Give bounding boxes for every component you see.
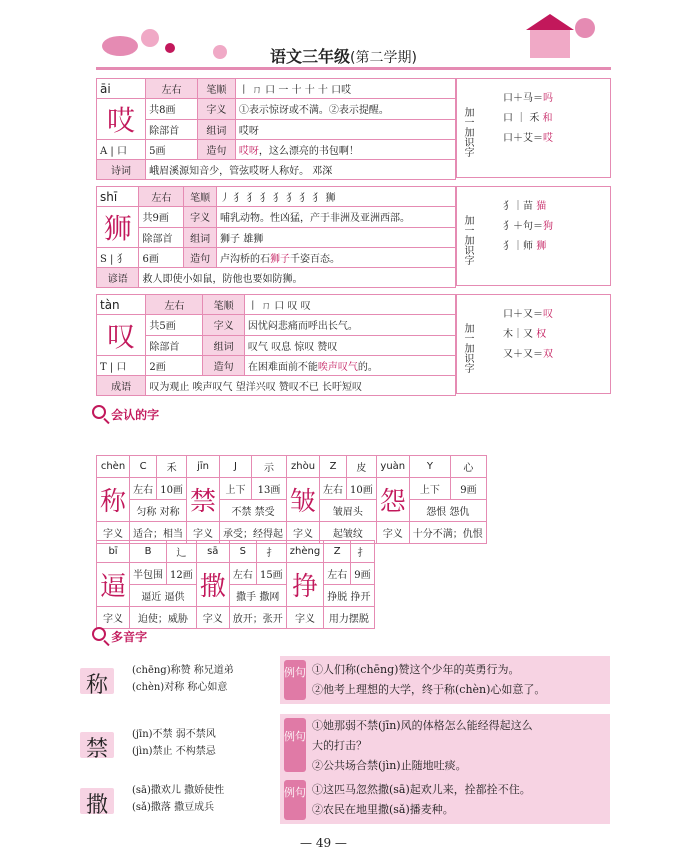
side-line: 犭｜苗 猫 <box>503 201 547 212</box>
sentence-highlight: 狮子 <box>270 254 291 265</box>
side-line: 口＋马＝吗 <box>503 93 553 104</box>
example: ②他考上理想的大学，终于称(chèn)心如意了。 <box>312 683 546 696</box>
meaning: 适合；相当 <box>130 522 187 544</box>
recognize-row-1 <box>96 455 487 544</box>
sentence-label: 造句 <box>197 140 235 160</box>
meaning: 哺乳动物。性凶猛，产于非洲及亚洲西部。 <box>217 207 456 228</box>
pinyin: bī <box>97 541 130 563</box>
side-line: 犭＋句＝狗 <box>503 221 553 232</box>
main-char: 哎 <box>97 99 146 140</box>
sentence: 千姿百态。 <box>290 254 341 265</box>
sentence: ，这么漂亮的书包啊！ <box>258 146 359 157</box>
meaning: 用力摆脱 <box>324 607 374 629</box>
pinyin: yuàn <box>376 456 409 478</box>
meaning-label: 字义 <box>376 522 409 544</box>
header-divider <box>96 67 611 70</box>
example: ①这匹马忽然撒(sā)起欢儿来，拴都拴不住。 <box>312 783 531 796</box>
structure: 左右 <box>229 563 256 585</box>
example-label: 例句 <box>284 660 306 700</box>
index-letter: C <box>130 456 157 478</box>
char: 撒 <box>196 563 229 607</box>
side-panel <box>456 186 611 286</box>
meaning: 起皱纹 <box>320 522 377 544</box>
count: 9画 <box>351 563 374 585</box>
meaning-label: 字义 <box>287 522 320 544</box>
count: 15画 <box>256 563 286 585</box>
pinyin: tàn <box>97 295 146 315</box>
subtitle-text: (第二学期) <box>350 50 417 66</box>
side-line: 口＋艾＝哎 <box>503 133 553 144</box>
sentence-highlight: 哎呀 <box>238 146 259 157</box>
radical-label: 除部首 <box>146 119 198 140</box>
index-radical: 犭 <box>116 254 127 265</box>
count: 10画 <box>347 478 377 500</box>
reading: (jīn)不禁 弱不禁风 <box>132 729 216 740</box>
extra: 救人即使小如鼠，防他也要如防狮。 <box>139 268 456 288</box>
extra: 叹为观止 唉声叹气 望洋兴叹 赞叹不已 长吁短叹 <box>146 376 456 396</box>
pinyin: chèn <box>97 456 130 478</box>
radical: 心 <box>451 456 487 478</box>
char: 称 <box>97 478 130 522</box>
radical-label: 除部首 <box>139 227 184 248</box>
words: 叹气 叹息 惊叹 赞叹 <box>244 335 455 356</box>
char-block-shi: shī 左右 笔顺 丿 犭 犭 犭 犭 犭 犭 犭 狮 狮 共9画 字义 哺乳动物。性凶猛，产于非洲及亚洲西部。 除部首 组词 狮子 雄狮 S | 犭 6画 造句 卢沟桥的石狮子千姿百态。 谚语 救人即使小如鼠，防他也要如防狮。 加一加识字 犭｜苗 猫 犭＋句＝狗 犭｜师 狮 <box>96 186 611 286</box>
char: 怨 <box>376 478 409 522</box>
page-number: — 49 — <box>300 836 347 850</box>
structure: 左右 <box>324 563 351 585</box>
sentence: 的。 <box>357 362 378 373</box>
meaning-label: 字义 <box>196 607 229 629</box>
words: 狮子 雄狮 <box>217 227 456 248</box>
words: 怨恨 怨仇 <box>409 500 486 522</box>
reading: (chēng)称赞 称兄道弟 <box>132 665 234 676</box>
reading: (sǎ)撒落 撒豆成兵 <box>132 802 215 813</box>
count: 共9画 <box>139 207 184 228</box>
pinyin: shī <box>97 187 139 207</box>
example-label: 例句 <box>284 718 306 772</box>
main-char: 狮 <box>97 207 139 248</box>
meaning-label: 字义 <box>286 607 323 629</box>
example-label: 例句 <box>284 780 306 820</box>
meaning-label: 字义 <box>203 315 245 336</box>
char: 皱 <box>287 478 320 522</box>
index-letter: Z <box>320 456 347 478</box>
radical-count: 2画 <box>146 356 203 376</box>
structure: 左右 <box>139 187 184 207</box>
radical: 辶 <box>167 541 197 563</box>
example: ②公共场合禁(jìn)止随地吐痰。 <box>312 759 467 772</box>
structure: 左右 <box>130 478 157 500</box>
words-label: 组词 <box>184 227 217 248</box>
pinyin: jīn <box>187 456 220 478</box>
meaning: ①表示惊讶或不满。②表示提醒。 <box>235 99 455 120</box>
pinyin: āi <box>97 79 146 99</box>
radical: 扌 <box>256 541 286 563</box>
extra-label: 谚语 <box>97 268 139 288</box>
side-line: 犭｜师 狮 <box>503 241 547 252</box>
magnifier-icon <box>92 627 106 641</box>
radical: 禾 <box>157 456 187 478</box>
side-line: 口＋又＝叹 <box>503 309 553 320</box>
words: 皱眉头 <box>320 500 377 522</box>
char: 逼 <box>97 563 130 607</box>
structure: 左右 <box>146 295 203 315</box>
words-label: 组词 <box>197 119 235 140</box>
title-text: 语文三年级 <box>270 47 351 66</box>
side-panel <box>456 78 611 178</box>
structure: 上下 <box>220 478 252 500</box>
section-recognize-heading <box>92 404 159 423</box>
example: ②农民在地里撒(sǎ)播麦种。 <box>312 803 454 816</box>
meaning-label: 字义 <box>187 522 220 544</box>
words: 撒手 撒网 <box>229 585 286 607</box>
stroke-label: 笔顺 <box>197 79 235 99</box>
sentence-label: 造句 <box>203 356 245 376</box>
radical: 扌 <box>351 541 374 563</box>
char: 禁 <box>187 478 220 522</box>
index-letter: T <box>100 362 107 373</box>
reading: (jìn)禁止 不构禁忌 <box>132 746 216 757</box>
strokes: 丿 犭 犭 犭 犭 犭 犭 犭 狮 <box>217 187 456 207</box>
words: 哎呀 <box>235 119 455 140</box>
side-line: 口 ｜ 禾 和 <box>503 113 553 124</box>
extra-label: 成语 <box>97 376 146 396</box>
pinyin: zhèng <box>286 541 323 563</box>
radical-count: 6画 <box>139 248 184 268</box>
count: 13画 <box>251 478 286 500</box>
structure: 左右 <box>320 478 347 500</box>
radical-count: 5画 <box>146 140 198 160</box>
poly-char: 禁 <box>80 732 114 758</box>
side-label: 加一加识字 <box>462 215 473 265</box>
strokes: 丨 ㄇ 口 一 十 十 十 口哎 <box>235 79 455 99</box>
words: 不禁 禁受 <box>220 500 287 522</box>
index-letter: B <box>130 541 167 563</box>
sentence-label: 造句 <box>184 248 217 268</box>
words: 逼近 逼供 <box>130 585 197 607</box>
index-letter: Y <box>409 456 450 478</box>
char: 挣 <box>286 563 323 607</box>
count: 10画 <box>157 478 187 500</box>
count: 共8画 <box>146 99 198 120</box>
radical-label: 除部首 <box>146 335 203 356</box>
sentence-highlight: 唉声叹气 <box>317 362 358 373</box>
meaning: 放开；张开 <box>229 607 286 629</box>
meaning: 因忧闷悲痛而呼出长气。 <box>244 315 455 336</box>
index-radical: 口 <box>116 362 127 373</box>
meaning-label: 字义 <box>97 607 130 629</box>
meaning: 迫使；威胁 <box>130 607 197 629</box>
section-title: 多音字 <box>111 630 148 644</box>
example: ①人们称(chēng)赞这个少年的英勇行为。 <box>312 663 520 676</box>
meaning-label: 字义 <box>197 99 235 120</box>
poly-item-sa <box>80 776 610 826</box>
example: ①她那弱不禁(jīn)风的体格怎么能经得起这么 <box>312 719 533 732</box>
count: 12画 <box>167 563 197 585</box>
index-letter: Z <box>324 541 351 563</box>
side-line: 又＋又＝双 <box>503 349 553 360</box>
extra: 峨眉溪源知音少，管弦哎呀人称好。 邓深 <box>146 160 456 180</box>
magnifier-icon <box>92 405 106 419</box>
index-letter: A <box>100 146 108 157</box>
sentence-pre: 在困难面前不能 <box>247 362 318 373</box>
meaning: 承受；经得起 <box>220 522 287 544</box>
stroke-label: 笔顺 <box>184 187 217 207</box>
index-letter: J <box>220 456 252 478</box>
index-letter: S <box>100 254 107 265</box>
char-block-tan: tàn 左右 笔顺 丨 ㄇ 口 叹 叹 叹 共5画 字义 因忧闷悲痛而呼出长气。 除部首 组词 叹气 叹息 惊叹 赞叹 T | 口 2画 造句 在困难面前不能唉声叹气的。 成语 叹为观止 唉声叹气 望洋兴叹 赞叹不已 长吁短叹 加一加识字 口＋又＝叹 木｜又 权 又＋又＝双 <box>96 294 611 394</box>
extra-label: 诗词 <box>97 160 146 180</box>
section-poly-heading <box>92 626 147 645</box>
side-label: 加一加识字 <box>462 323 473 373</box>
words: 匀称 对称 <box>130 500 187 522</box>
index-letter: S <box>229 541 256 563</box>
strokes: 丨 ㄇ 口 叹 叹 <box>244 295 455 315</box>
structure: 上下 <box>409 478 450 500</box>
pinyin: zhòu <box>287 456 320 478</box>
recognize-row-2 <box>96 540 375 629</box>
index-radical: 口 <box>116 146 127 157</box>
poly-item-jin <box>80 714 610 778</box>
reading: (chèn)对称 称心如意 <box>132 682 228 693</box>
meaning-label: 字义 <box>97 522 130 544</box>
count: 9画 <box>451 478 487 500</box>
poly-item-cheng <box>80 656 610 706</box>
meaning: 十分不满；仇恨 <box>409 522 486 544</box>
meaning-label: 字义 <box>184 207 217 228</box>
poly-char: 撒 <box>80 788 114 814</box>
reading: (sā)撒欢儿 撒娇使性 <box>132 785 225 796</box>
words: 挣脱 挣开 <box>324 585 374 607</box>
section-title: 会认的字 <box>111 408 160 422</box>
radical: 皮 <box>347 456 377 478</box>
side-label: 加一加识字 <box>462 107 473 157</box>
words-label: 组词 <box>203 335 245 356</box>
radical: 示 <box>251 456 286 478</box>
count: 共5画 <box>146 315 203 336</box>
example: 大的打击？ <box>312 739 367 752</box>
structure: 半包围 <box>130 563 167 585</box>
side-panel <box>456 294 611 394</box>
poly-char: 称 <box>80 668 114 694</box>
pinyin: sā <box>196 541 229 563</box>
stroke-label: 笔顺 <box>203 295 245 315</box>
structure: 左右 <box>146 79 198 99</box>
page-title <box>270 44 417 67</box>
char-block-ai: āi 左右 笔顺 丨 ㄇ 口 一 十 十 十 口哎 哎 共8画 字义 ①表示惊讶或不满。②表示提醒。 除部首 组词 哎呀 A | 口 5画 造句 哎呀，这么漂亮的书包啊！ 诗词 峨眉溪源知音少，管弦哎呀人称好。 邓深 加一加识字 口＋马＝吗 口 ｜ 禾 和 口＋艾＝哎 <box>96 78 611 178</box>
side-line: 木｜又 权 <box>503 329 547 340</box>
sentence-pre: 卢沟桥的石 <box>220 254 271 265</box>
main-char: 叹 <box>97 315 146 356</box>
